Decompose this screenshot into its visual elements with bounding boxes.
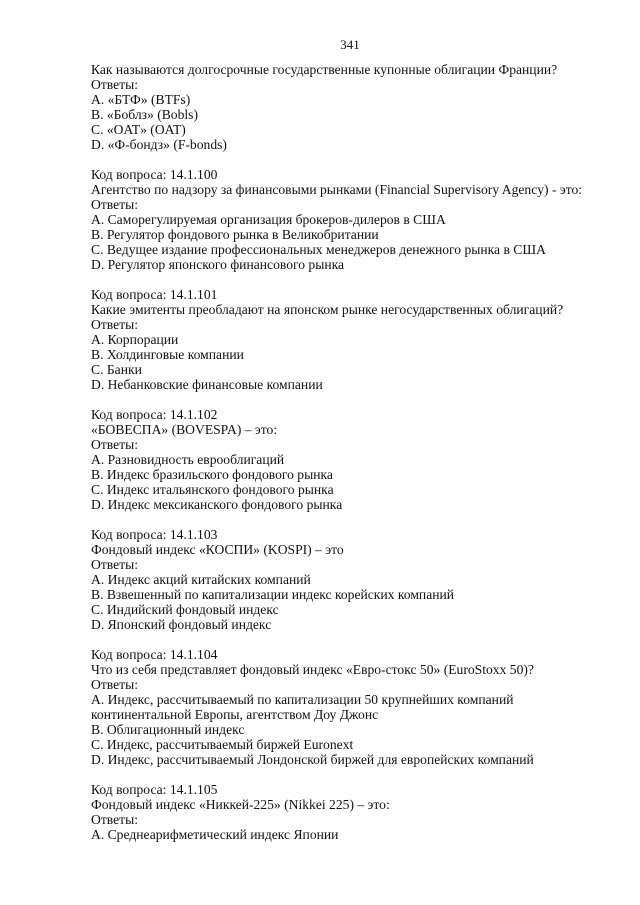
question-code: Код вопроса: 14.1.103 xyxy=(91,527,218,542)
answer-option: B. Облигационный индекс xyxy=(91,722,245,737)
question-code: Код вопроса: 14.1.105 xyxy=(91,782,218,797)
question-block xyxy=(91,782,611,842)
answer-option: A. Саморегулируемая организация брокеров-дилеров в США xyxy=(91,212,446,227)
answer-option: B. Индекс бразильского фондового рынка xyxy=(91,467,333,482)
answer-option: A. Индекс акций китайских компаний xyxy=(91,572,311,587)
answer-option: D. «Ф-бондз» (F-bonds) xyxy=(91,137,227,152)
answer-option: C. Индекс, рассчитываемый биржей Euronext xyxy=(91,737,354,752)
question-block xyxy=(91,167,611,272)
question-text: Фондовый индекс «КОСПИ» (KOSPI) – это xyxy=(91,542,344,557)
answers-label: Ответы: xyxy=(91,197,138,212)
answer-option: D. Небанковские финансовые компании xyxy=(91,377,323,392)
answer-option: C. Индекс итальянского фондового рынка xyxy=(91,482,334,497)
answer-option: D. Индекс мексиканского фондового рынка xyxy=(91,497,343,512)
question-text: Какие эмитенты преобладают на японском рынке негосударственных облигаций? xyxy=(91,302,564,317)
answer-option: B. Холдинговые компании xyxy=(91,347,244,362)
question-code: Код вопроса: 14.1.100 xyxy=(91,167,218,182)
question-code: Код вопроса: 14.1.102 xyxy=(91,407,218,422)
answer-option: B. «Боблз» (Bobls) xyxy=(91,107,198,122)
answer-option: D. Регулятор японского финансового рынка xyxy=(91,257,345,272)
answers-label: Ответы: xyxy=(91,812,138,827)
question-code: Код вопроса: 14.1.101 xyxy=(91,287,218,302)
document-body xyxy=(91,62,611,857)
question-text: Фондовый индекс «Никкей-225» (Nikkei 225) – это: xyxy=(91,797,390,812)
answer-option: A. Разновидность еврооблигаций xyxy=(91,452,285,467)
question-block xyxy=(91,647,611,767)
question-block xyxy=(91,527,611,632)
answers-label: Ответы: xyxy=(91,557,138,572)
answer-option: D. Индекс, рассчитываемый Лондонской биржей для европейских компаний xyxy=(91,752,534,767)
answers-label: Ответы: xyxy=(91,77,138,92)
answers-label: Ответы: xyxy=(91,437,138,452)
answer-option: A. Среднеарифметический индекс Японии xyxy=(91,827,339,842)
answer-option: C. Индийский фондовый индекс xyxy=(91,602,279,617)
question-text: Агентство по надзору за финансовыми рынками (Financial Supervisory Agency) - это: xyxy=(91,182,583,197)
question-text: Как называются долгосрочные государственные купонные облигации Франции? xyxy=(91,62,558,77)
answer-option: C. Банки xyxy=(91,362,142,377)
answer-option: D. Японский фондовый индекс xyxy=(91,617,272,632)
question-block xyxy=(91,287,611,392)
answers-label: Ответы: xyxy=(91,677,138,692)
answer-option: B. Взвешенный по капитализации индекс корейских компаний xyxy=(91,587,455,602)
answer-option: A. «БТФ» (BTFs) xyxy=(91,92,191,107)
question-block xyxy=(91,407,611,512)
answers-label: Ответы: xyxy=(91,317,138,332)
page-number: 341 xyxy=(340,37,360,52)
answer-option: A. Корпорации xyxy=(91,332,179,347)
answer-option: A. Индекс, рассчитываемый по капитализации 50 крупнейших компаний континентальной Европы, агентством Доу Джонс xyxy=(91,692,514,722)
question-text: «БОВЕСПА» (BOVESPA) – это: xyxy=(91,422,278,437)
answer-option: C. Ведущее издание профессиональных менеджеров денежного рынка в США xyxy=(91,242,546,257)
answer-option: C. «OAT» (OAT) xyxy=(91,122,186,137)
answer-option: B. Регулятор фондового рынка в Великобритании xyxy=(91,227,379,242)
question-block xyxy=(91,62,611,152)
question-code: Код вопроса: 14.1.104 xyxy=(91,647,218,662)
question-text: Что из себя представляет фондовый индекс «Евро-стокс 50» (EuroStoxx 50)? xyxy=(91,662,534,677)
